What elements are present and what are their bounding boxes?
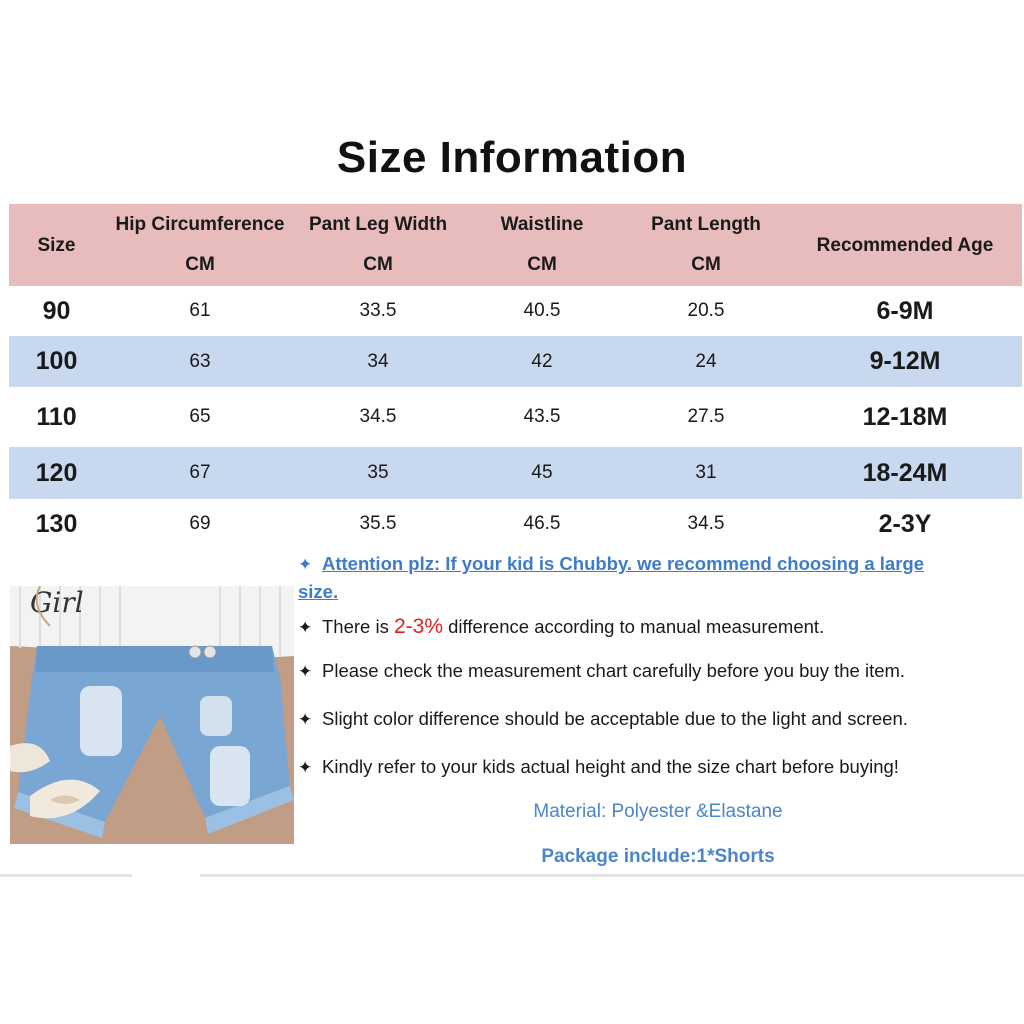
cell-hip: 63 [189, 351, 211, 372]
cell-hip: 69 [189, 513, 211, 534]
header-size: Size [37, 235, 76, 256]
cell-size: 90 [42, 297, 71, 325]
shirt-print-text: Girl [30, 586, 84, 619]
sparkle-icon: ✦ [298, 555, 313, 574]
attention-note: ✦ Attention plz: If your kid is Chubby. we recommend choosing a large [298, 553, 924, 574]
table-row [9, 499, 1022, 549]
cell-age: 6-9M [876, 297, 934, 325]
table-row [9, 336, 1022, 387]
cell-pant-length: 27.5 [687, 406, 725, 427]
cell-age: 2-3Y [878, 510, 932, 538]
cell-hip: 61 [189, 300, 211, 321]
height-note: ✦ Kindly refer to your kids actual height and the size chart before buying! [298, 756, 899, 777]
cell-leg-width: 33.5 [359, 300, 397, 321]
cell-size: 130 [35, 510, 78, 538]
cell-size: 110 [36, 403, 77, 431]
divider [0, 874, 132, 877]
cell-age: 12-18M [862, 403, 948, 431]
header-waistline: Waistline CM [500, 214, 584, 275]
table-row [9, 286, 1022, 336]
cell-leg-width: 35 [367, 462, 389, 483]
cell-pant-length: 34.5 [687, 513, 725, 534]
header-leg-width: Pant Leg Width CM [308, 214, 448, 275]
denim-shorts-illustration [10, 586, 294, 844]
sparkle-icon: ✦ [298, 662, 313, 681]
cell-size: 120 [35, 459, 78, 487]
sparkle-icon: ✦ [298, 710, 313, 729]
cell-age: 18-24M [862, 459, 948, 487]
cell-hip: 65 [189, 406, 211, 427]
table-row [9, 447, 1022, 499]
color-difference-note: ✦ Slight color difference should be acceptable due to the light and screen. [298, 708, 908, 729]
table-header [9, 204, 1022, 286]
measurement-difference-note: ✦ There is 2-3% difference according to manual measurement. [298, 615, 825, 638]
material-info: Material: Polyester &Elastane [533, 801, 783, 822]
cell-size: 100 [35, 347, 78, 375]
cell-leg-width: 34 [367, 351, 389, 372]
table-row [9, 387, 1022, 447]
product-photo [10, 586, 294, 844]
cell-pant-length: 20.5 [687, 300, 725, 321]
cell-pant-length: 31 [695, 462, 717, 483]
cell-waistline: 43.5 [523, 406, 561, 427]
size-table [9, 204, 1022, 549]
cell-leg-width: 34.5 [359, 406, 397, 427]
sparkle-icon: ✦ [298, 618, 313, 637]
cell-age: 9-12M [869, 347, 941, 375]
package-info: Package include:1*Shorts [541, 846, 775, 867]
header-pant-length: Pant Length CM [651, 214, 761, 275]
cell-pant-length: 24 [695, 351, 717, 372]
cell-waistline: 45 [531, 462, 553, 483]
cell-waistline: 40.5 [523, 300, 561, 321]
header-hip: Hip Circumference CM [115, 214, 285, 275]
cell-hip: 67 [189, 462, 211, 483]
header-age: Recommended Age [816, 235, 994, 256]
page-title: Size Information [336, 133, 688, 182]
attention-note-continued: size. [298, 581, 339, 602]
cell-leg-width: 35.5 [359, 513, 397, 534]
cell-waistline: 46.5 [523, 513, 561, 534]
divider [200, 874, 1024, 877]
sparkle-icon: ✦ [298, 758, 313, 777]
check-chart-note: ✦ Please check the measurement chart carefully before you buy the item. [298, 660, 906, 681]
cell-waistline: 42 [531, 351, 553, 372]
